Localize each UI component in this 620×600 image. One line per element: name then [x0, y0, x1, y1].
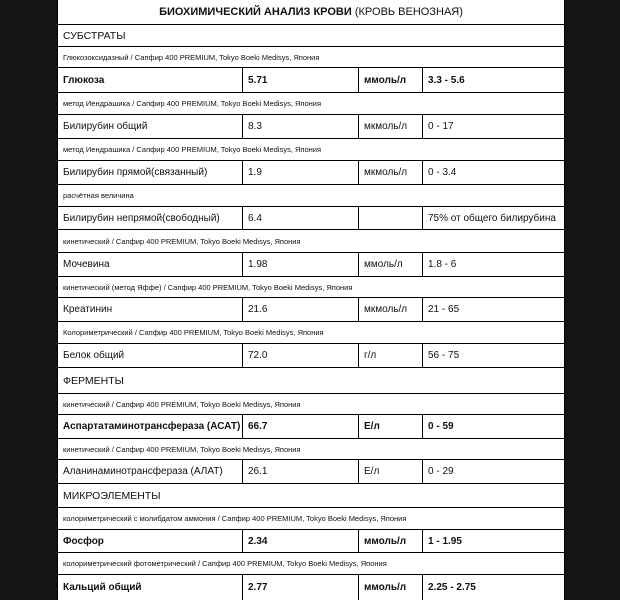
test-reference: 0 - 29: [428, 466, 454, 477]
test-name: Глюкоза: [58, 68, 243, 92]
test-unit: мкмоль/л: [359, 298, 423, 321]
test-unit: [359, 207, 423, 229]
test-value: 72.0: [243, 344, 359, 367]
section-substrates: СУБСТРАТЫ: [58, 25, 564, 47]
method-line: колориметрический фотометрический / Сапфир 400 PREMIUM, Tokyo Boeki Medisys, Япония: [58, 553, 564, 575]
table-row-alt: [58, 460, 564, 484]
test-unit: ммоль/л: [359, 68, 423, 92]
test-value: 26.1: [243, 460, 359, 483]
test-value: 8.3: [243, 115, 359, 138]
test-value: 1.9: [243, 161, 359, 184]
test-unit: г/л: [359, 344, 423, 367]
test-unit: мкмоль/л: [359, 161, 423, 184]
test-name: Билирубин прямой(связанный): [58, 161, 243, 184]
test-reference: 2.25 - 2.75: [428, 582, 476, 593]
title-main: БИОХИМИЧЕСКИЙ АНАЛИЗ КРОВИ: [159, 6, 352, 18]
test-unit: Е/л: [359, 460, 423, 483]
test-reference: 0 - 3.4: [428, 167, 457, 178]
test-reference: 1.8 - 6: [428, 259, 457, 270]
test-unit: мкмоль/л: [359, 115, 423, 138]
method-line: метод Иендрашика / Сапфир 400 PREMIUM, Tokyo Boeki Medisys, Япония: [58, 139, 564, 161]
test-reference: 21 - 65: [428, 304, 460, 315]
test-unit: ммоль/л: [359, 530, 423, 552]
table-row-bilirubin-total: [58, 115, 564, 139]
table-row-glucose: [58, 68, 564, 93]
method-line: Колориметрический / Сапфир 400 PREMIUM, Tokyo Boeki Medisys, Япония: [58, 322, 564, 344]
method-line: Глюкозоксидазный / Сапфир 400 PREMIUM, Tokyo Boeki Medisys, Япония: [58, 47, 564, 68]
method-line: кинетический / Сапфир 400 PREMIUM, Tokyo Boeki Medisys, Япония: [58, 230, 564, 253]
test-name: Билирубин непрямой(свободный): [58, 207, 243, 229]
test-value: 1.98: [243, 253, 359, 276]
section-enzymes: ФЕРМЕНТЫ: [58, 368, 564, 394]
test-unit: ммоль/л: [359, 575, 423, 600]
report-title: [58, 0, 564, 25]
test-value: 66.7: [243, 415, 359, 438]
test-reference: 0 - 17: [428, 121, 454, 132]
table-row-bilirubin-direct: [58, 161, 564, 185]
section-microelements: МИКРОЭЛЕМЕНТЫ: [58, 484, 564, 508]
table-row-protein: [58, 344, 564, 368]
test-value: 2.77: [243, 575, 359, 600]
test-reference: 1 - 1.95: [428, 535, 462, 547]
test-unit: Е/л: [359, 415, 423, 438]
method-line: метод Иендрашика / Сапфир 400 PREMIUM, Tokyo Boeki Medisys, Япония: [58, 93, 564, 115]
test-unit: ммоль/л: [359, 253, 423, 276]
table-row-creatinine: [58, 298, 564, 322]
method-line: колориметрический с молибдатом аммония / Сапфир 400 PREMIUM, Tokyo Boeki Medisys, Япония: [58, 508, 564, 530]
method-line: кинетический (метод Яффе) / Сапфир 400 PREMIUM, Tokyo Boeki Medisys, Япония: [58, 277, 564, 298]
test-reference: 0 - 59: [428, 421, 454, 432]
table-row-ast: [58, 415, 564, 439]
test-value: 6.4: [243, 207, 359, 229]
table-row-bilirubin-indirect: [58, 207, 564, 230]
table-row-calcium: [58, 575, 564, 600]
test-name: Белок общий: [58, 344, 243, 367]
method-line: кинетический / Сапфир 400 PREMIUM, Tokyo Boeki Medisys, Япония: [58, 394, 564, 415]
method-line: кинетический / Сапфир 400 PREMIUM, Tokyo Boeki Medisys, Япония: [58, 439, 564, 460]
table-row-urea: [58, 253, 564, 277]
test-reference: 56 - 75: [428, 350, 460, 361]
title-sub: (КРОВЬ ВЕНОЗНАЯ): [351, 6, 463, 18]
test-name: Кальций общий: [58, 575, 243, 600]
test-value: 5.71: [243, 68, 359, 92]
test-value: 21.6: [243, 298, 359, 321]
test-name: Мочевина: [58, 253, 243, 276]
test-name: Креатинин: [58, 298, 243, 321]
method-line: расчётная величина: [58, 185, 564, 207]
test-name: Аланинаминотрансфераза (АЛАТ): [58, 460, 243, 483]
test-name: Фосфор: [58, 530, 243, 552]
test-reference: 75% от общего билирубина: [428, 212, 556, 224]
test-name: Билирубин общий: [58, 115, 243, 138]
table-row-phosphorus: [58, 530, 564, 553]
test-value: 2.34: [243, 530, 359, 552]
report-page: [57, 0, 565, 600]
test-name: Аспартатаминотрансфераза (АСАТ): [58, 415, 243, 438]
test-reference: 3.3 - 5.6: [428, 74, 465, 86]
